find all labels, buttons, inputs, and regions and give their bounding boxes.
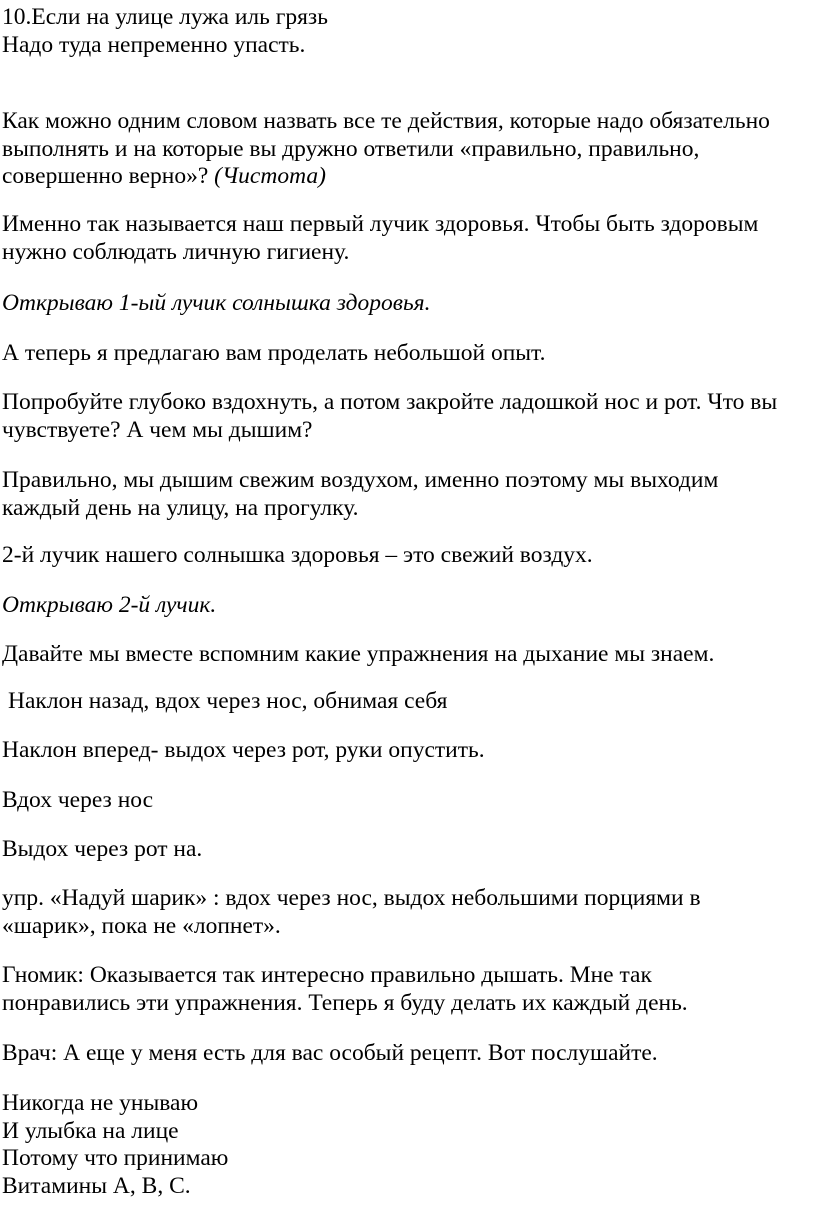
closing-poem-line-1: Никогда не унываю xyxy=(2,1090,199,1116)
paragraph-hygiene xyxy=(2,211,758,266)
doctor-speech: Врач: А еще у меня есть для вас особый рецепт. Вот послушайте. xyxy=(2,1040,658,1066)
paragraph-fresh-air xyxy=(2,467,718,522)
exercise-exhale: Выдох через рот на. xyxy=(2,836,203,862)
closing-poem xyxy=(2,1090,228,1200)
paragraph-fresh-air-line-1: Правильно, мы дышим свежим воздухом, именно поэтому мы выходим xyxy=(2,467,719,493)
question-line-3-text: совершенно верно»? xyxy=(2,163,215,189)
paragraph-open-ray-2: Открываю 2-й лучик. xyxy=(2,592,217,618)
question-paragraph xyxy=(2,108,770,191)
closing-poem-line-3: Потому что принимаю xyxy=(2,1145,229,1171)
question-answer: (Чистота) xyxy=(214,163,326,189)
paragraph-experiment: А теперь я предлагаю вам проделать небольшой опыт. xyxy=(2,340,546,366)
closing-poem-line-4: Витамины А, В, С. xyxy=(2,1172,191,1199)
question-line-3 xyxy=(2,163,770,191)
gnome-speech-line-1: Гномик: Оказывается так интересно правильно дышать. Мне так xyxy=(2,962,652,988)
paragraph-breathe xyxy=(2,389,777,444)
exercise-inhale: Вдох через нос xyxy=(2,787,154,813)
intro-poem xyxy=(2,4,328,59)
intro-poem-line-2: Надо туда непременно упасть. xyxy=(2,31,306,58)
exercise-lean-forward: Наклон вперед- выдох через рот, руки опустить. xyxy=(2,737,485,763)
paragraph-hygiene-line-1: Именно так называется наш первый лучик здоровья. Чтобы быть здоровым xyxy=(2,211,759,237)
paragraph-ray-2: 2-й лучик нашего солнышка здоровья – это свежий воздух. xyxy=(2,542,593,568)
exercise-balloon-line-1: упр. «Надуй шарик» : вдох через нос, выдох небольшими порциями в xyxy=(2,885,701,911)
question-line-2: выполнять и на которые вы дружно ответили «правильно, правильно, xyxy=(2,135,700,162)
exercise-balloon xyxy=(2,885,701,940)
gnome-speech-line-2: понравились эти упражнения. Теперь я буду делать их каждый день. xyxy=(2,989,688,1016)
paragraph-open-ray-1: Открываю 1-ый лучик солнышка здоровья. xyxy=(2,290,431,316)
exercise-lean-back: Наклон назад, вдох через нос, обнимая себя xyxy=(8,688,448,714)
paragraph-breathe-line-1: Попробуйте глубоко вздохнуть, а потом закройте ладошкой нос и рот. Что вы xyxy=(2,389,778,415)
exercise-balloon-line-2: «шарик», пока не «лопнет». xyxy=(2,912,281,939)
question-line-1: Как можно одним словом назвать все те действия, которые надо обязательно xyxy=(2,108,770,134)
closing-poem-line-2: И улыбка на лице xyxy=(2,1117,179,1144)
paragraph-exercises: Давайте мы вместе вспомним какие упражнения на дыхание мы знаем. xyxy=(2,641,715,667)
paragraph-fresh-air-line-2: каждый день на улицу, на прогулку. xyxy=(2,494,359,521)
intro-poem-line-1: 10.Если на улице лужа иль грязь xyxy=(2,4,328,30)
gnome-speech xyxy=(2,962,688,1017)
paragraph-breathe-line-2: чувствуете? А чем мы дышим? xyxy=(2,416,313,443)
paragraph-hygiene-line-2: нужно соблюдать личную гигиену. xyxy=(2,238,350,265)
